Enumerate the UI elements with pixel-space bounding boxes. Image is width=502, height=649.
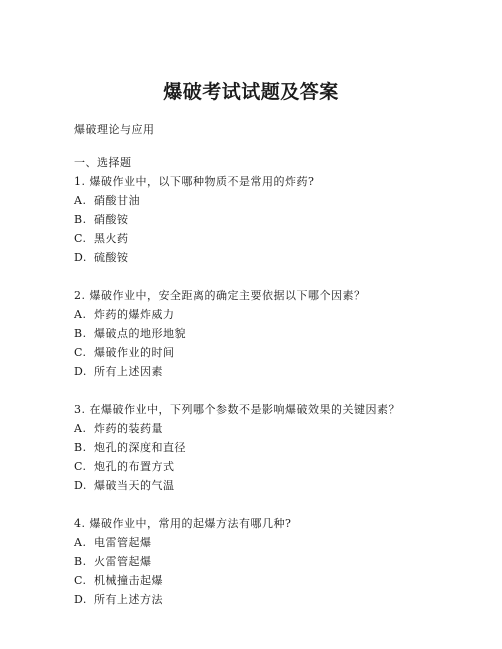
- option-label: B.: [74, 441, 87, 454]
- option-text: 机械撞击起爆: [94, 574, 163, 587]
- question-4: [74, 514, 454, 609]
- option-label: C.: [74, 346, 87, 359]
- section-heading: 一、选择题: [74, 156, 132, 169]
- option-text: 硝酸铵: [94, 213, 129, 226]
- option-a: [74, 533, 454, 552]
- option-d: [74, 362, 454, 381]
- option-label: D.: [74, 593, 87, 606]
- question-3: [74, 400, 454, 495]
- option-label: C.: [74, 232, 87, 245]
- option-a: [74, 419, 454, 438]
- option-b: [74, 324, 454, 343]
- option-label: C.: [74, 574, 87, 587]
- question-number: 2.: [74, 289, 86, 302]
- question-stem: [74, 400, 454, 419]
- option-text: 炸药的爆炸威力: [94, 308, 175, 321]
- option-text: 炸药的装药量: [94, 422, 163, 435]
- option-text: 火雷管起爆: [94, 555, 152, 568]
- option-a: [74, 305, 454, 324]
- document-subtitle: 爆破理论与应用: [74, 123, 155, 136]
- question-text: 爆破作业中，安全距离的确定主要依据以下哪个因素？: [89, 289, 366, 302]
- option-text: 所有上述方法: [94, 593, 163, 606]
- option-a: [74, 191, 454, 210]
- option-label: D.: [74, 365, 87, 378]
- option-text: 爆破点的地形地貌: [94, 327, 186, 340]
- option-d: [74, 476, 454, 495]
- option-d: [74, 248, 454, 267]
- question-1: [74, 172, 454, 267]
- option-label: C.: [74, 460, 87, 473]
- option-text: 黑火药: [94, 232, 129, 245]
- option-label: D.: [74, 479, 87, 492]
- option-text: 炮孔的布置方式: [94, 460, 175, 473]
- option-c: [74, 229, 454, 248]
- option-text: 爆破当天的气温: [94, 479, 175, 492]
- question-number: 1.: [74, 175, 86, 188]
- option-label: A.: [74, 536, 87, 549]
- option-text: 硝酸甘油: [94, 194, 140, 207]
- option-b: [74, 438, 454, 457]
- option-c: [74, 457, 454, 476]
- question-stem: [74, 172, 454, 191]
- document-body: [74, 153, 454, 628]
- question-text: 爆破作业中，常用的起爆方法有哪几种?: [89, 517, 292, 530]
- option-text: 爆破作业的时间: [94, 346, 175, 359]
- option-label: B.: [74, 327, 87, 340]
- option-c: [74, 343, 454, 362]
- option-label: A.: [74, 422, 87, 435]
- option-d: [74, 590, 454, 609]
- option-text: 电雷管起爆: [94, 536, 152, 549]
- document-title: 爆破考试试题及答案: [163, 81, 339, 103]
- option-b: [74, 210, 454, 229]
- option-label: A.: [74, 194, 87, 207]
- option-label: B.: [74, 555, 87, 568]
- option-c: [74, 571, 454, 590]
- question-stem: [74, 514, 454, 533]
- question-stem: [74, 286, 454, 305]
- question-2: [74, 286, 454, 381]
- option-text: 硫酸铵: [94, 251, 129, 264]
- question-text: 在爆破作业中，下列哪个参数不是影响爆破效果的关键因素？: [89, 403, 400, 416]
- option-label: D.: [74, 251, 87, 264]
- option-text: 所有上述因素: [94, 365, 163, 378]
- question-number: 4.: [74, 517, 86, 530]
- option-b: [74, 552, 454, 571]
- option-label: B.: [74, 213, 87, 226]
- option-label: A.: [74, 308, 87, 321]
- option-text: 炮孔的深度和直径: [94, 441, 186, 454]
- question-number: 3.: [74, 403, 86, 416]
- question-text: 爆破作业中，以下哪种物质不是常用的炸药?: [89, 175, 315, 188]
